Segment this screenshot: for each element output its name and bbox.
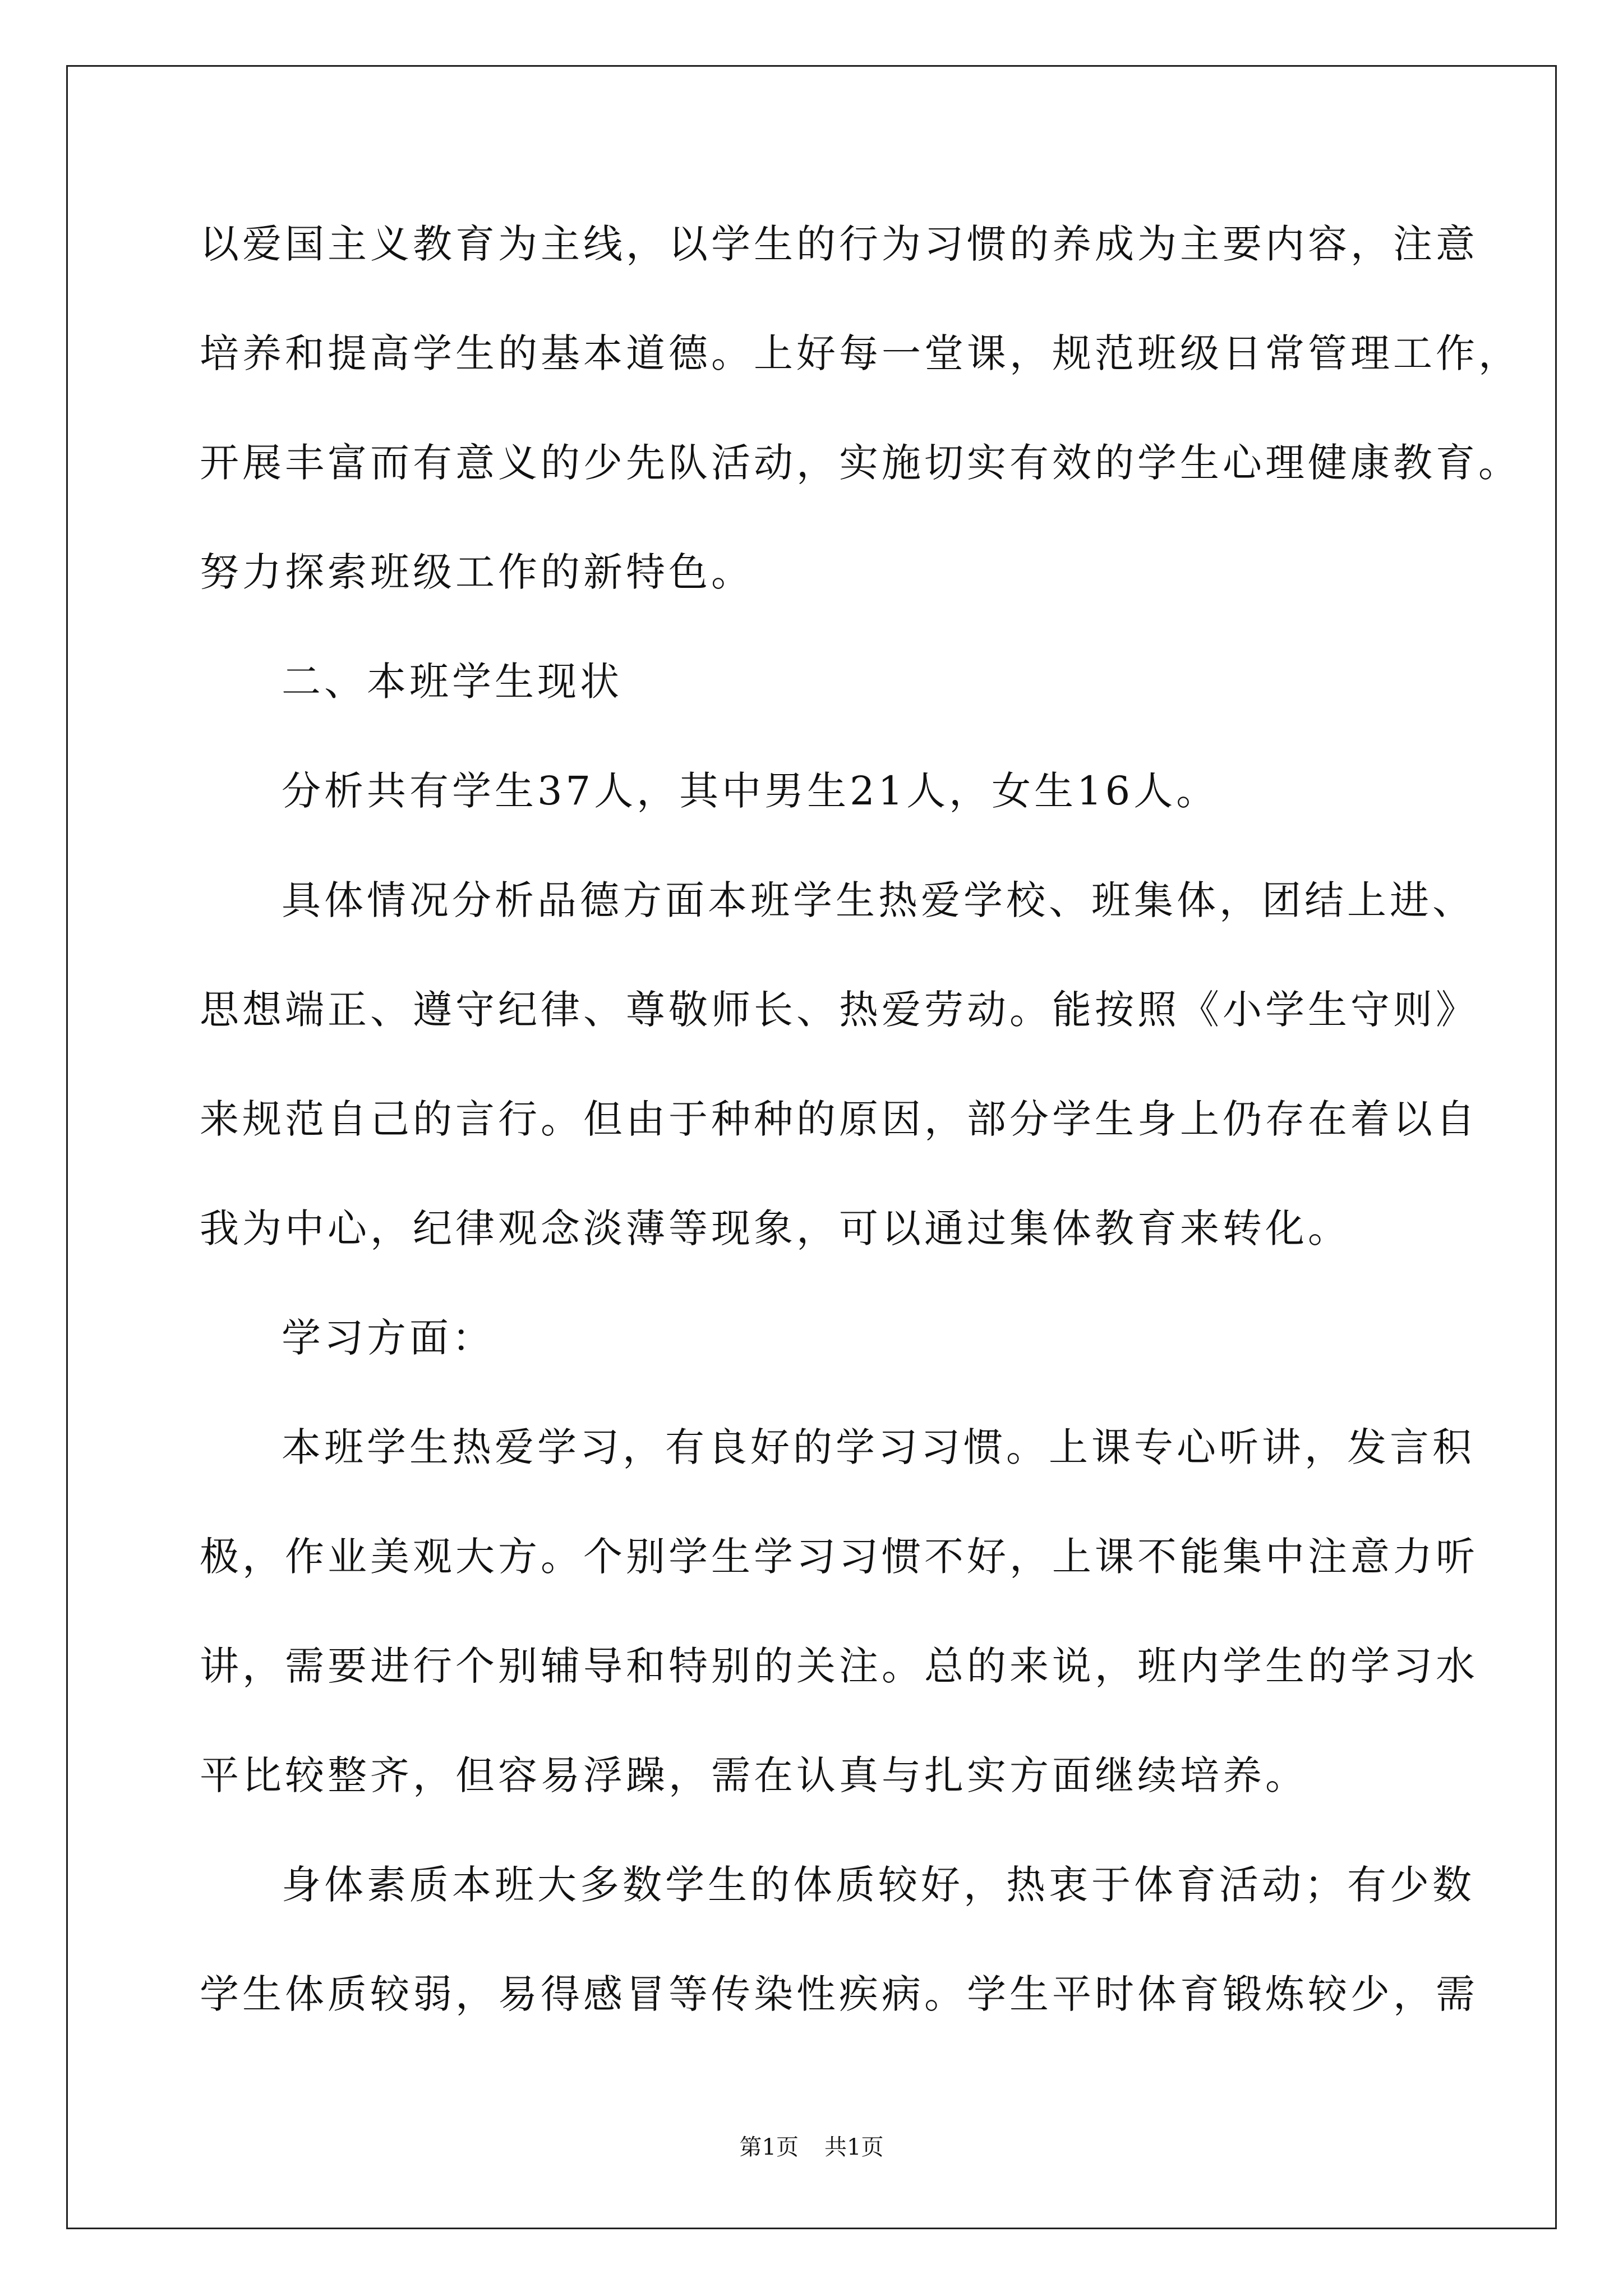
text-line: 我为中心，纪律观念淡薄等现象，可以通过集体教育来转化。 [200,1205,1350,1251]
text-line: 思想端正、遵守纪律、尊敬师长、热爱劳动。能按照《小学生守则》 [200,987,1478,1033]
text-line: 本班学生热爱学习，有良好的学习习惯。上课专心听讲，发言积 [282,1424,1475,1470]
text-line: 具体情况分析品德方面本班学生热爱学校、班集体，团结上进、 [282,877,1475,923]
page-total: 共1页 [824,2134,884,2160]
subsection-heading: 学习方面： [282,1315,495,1361]
page-footer [0,2131,1623,2164]
text-line: 开展丰富而有意义的少先队活动，实施切实有效的学生心理健康教育。 [200,440,1521,486]
text-line: 以爱国主义教育为主线，以学生的行为习惯的养成为主要内容，注意 [200,221,1478,267]
text-line: 身体素质本班大多数学生的体质较好，热衷于体育活动；有少数 [282,1862,1475,1908]
text-line: 极，作业美观大方。个别学生学习习惯不好，上课不能集中注意力听 [200,1534,1478,1580]
document-body [200,211,1521,2070]
text-line: 学生体质较弱，易得感冒等传染性疾病。学生平时体育锻炼较少，需 [200,1971,1478,2017]
text-line: 讲，需要进行个别辅导和特别的关注。总的来说，班内学生的学习水 [200,1643,1478,1689]
section-heading: 二、本班学生现状 [282,659,623,705]
text-line: 来规范自己的言行。但由于种种的原因，部分学生身上仍存在着以自 [200,1096,1478,1142]
text-line: 培养和提高学生的基本道德。上好每一堂课，规范班级日常管理工作， [200,330,1521,376]
text-line: 努力探索班级工作的新特色。 [200,549,754,595]
text-line: 分析共有学生37人，其中男生21人，女生16人。 [282,768,1219,814]
text-line: 平比较整齐，但容易浮躁，需在认真与扎实方面继续培养。 [200,1752,1308,1798]
page-number: 第1页 [739,2134,799,2160]
